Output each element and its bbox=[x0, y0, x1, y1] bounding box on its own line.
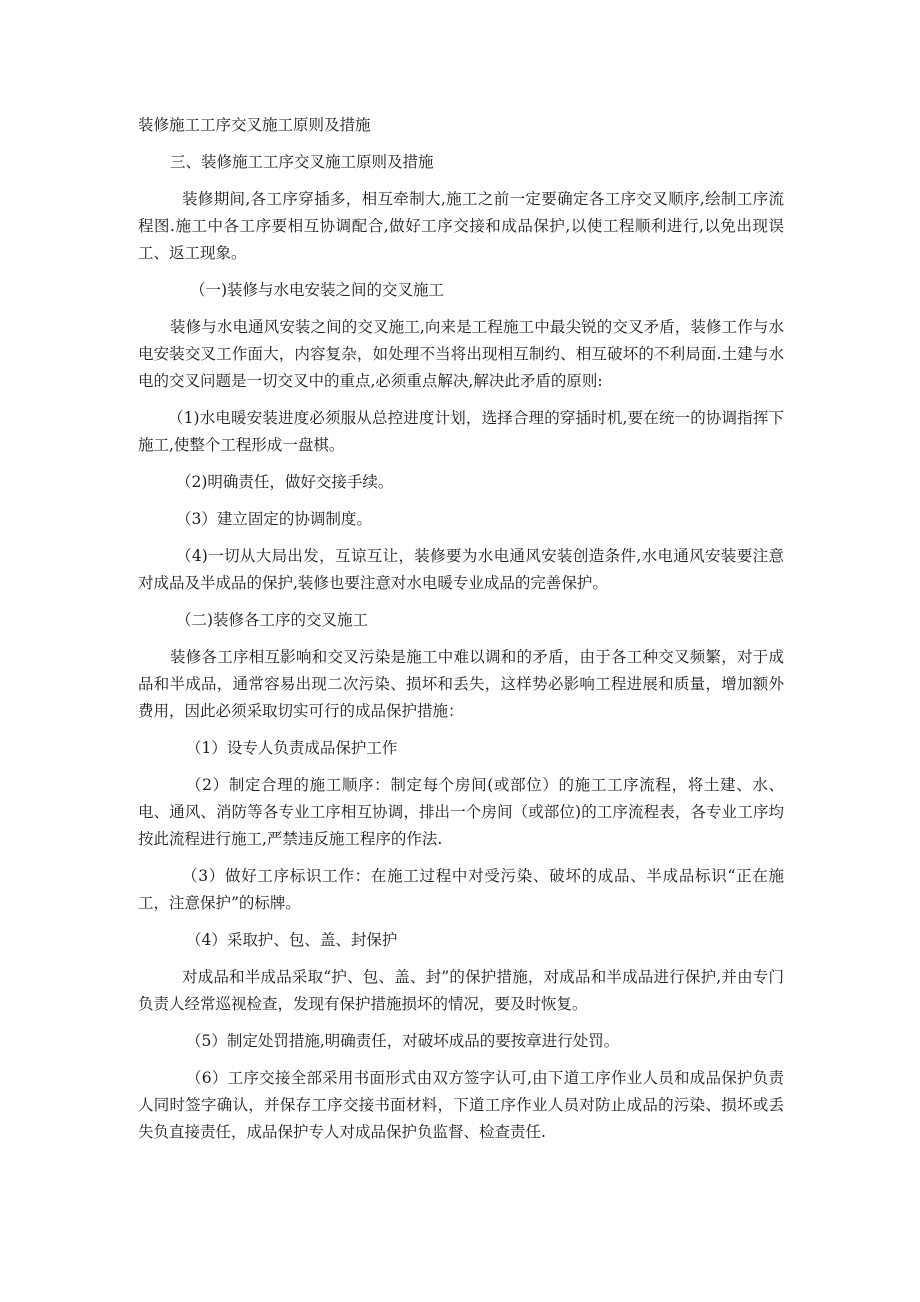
section1-item-1: （1)水电暖安装进度必须服从总控进度计划，选择合理的穿插时机,要在统一的协调指挥下施工,使整个工程形成一盘棋。 bbox=[138, 409, 784, 454]
section2-item-1: （1）设专人负责成品保护工作 bbox=[186, 739, 398, 757]
section1-item-4: （4)一切从大局出发，互谅互让，装修要为水电通风安装创造条件,水电通风安装要注意对成品及半成品的保护,装修也要注意对水电暖专业成品的完善保护。 bbox=[138, 547, 784, 592]
section1-heading: （一)装修与水电安装之间的交叉施工 bbox=[190, 281, 445, 299]
section1-item-2: （2)明确责任，做好交接手续。 bbox=[176, 473, 394, 491]
section2-body: 装修各工序相互影响和交叉污染是施工中难以调和的矛盾，由于各工种交叉频繁，对于成品和半成品，通常容易出现二次污染、损坏和丢失，这样势必影响工程进展和质量，增加额外费用，因此必须采取切实可行的成品保护措施： bbox=[138, 648, 784, 720]
section2-item-5: （5）制定处罚措施,明确责任，对破坏成品的要按章进行处罚。 bbox=[186, 1032, 620, 1050]
section2-item-6: （6）工序交接全部采用书面形式由双方签字认可,由下道工序作业人员和成品保护负责人同时签字确认，并保存工序交接书面材料，下道工序作业人员对防止成品的污染、损坏或丢失负直接责任，成品保护专人对成品保护负监督、检查责任. bbox=[138, 1069, 784, 1141]
section2-heading: （二)装修各工序的交叉施工 bbox=[176, 611, 369, 629]
section1-item-3: （3）建立固定的协调制度。 bbox=[176, 510, 372, 528]
intro-paragraph: 装修期间,各工序穿插多，相互牵制大,施工之前一定要确定各工序交叉顺序,绘制工序流程图.施工中各工序要相互协调配合,做好工序交接和成品保护,以使工程顺利进行,以免出现误工、返工现象。 bbox=[138, 190, 784, 262]
section2-item-3: （3）做好工序标识工作：在施工过程中对受污染、破坏的成品、半成品标识“正在施工，注意保护”的标牌。 bbox=[138, 867, 784, 912]
section2-item-2: （2）制定合理的施工顺序：制定每个房间(或部位）的施工工序流程，将土建、水、电、通风、消防等各专业工序相互协调，排出一个房间（或部位)的工序流程表，各专业工序均按此流程进行施工,严禁违反施工程序的作法. bbox=[138, 776, 784, 848]
section2-item-4: （4）采取护、包、盖、封保护 bbox=[186, 931, 398, 949]
document-page bbox=[138, 112, 784, 1156]
section1-body: 装修与水电通风安装之间的交叉施工,向来是工程施工中最尖锐的交叉矛盾，装修工作与水电安装交叉工作面大，内容复杂，如处理不当将出现相互制约、相互破坏的不利局面.土建与水电的交叉问题是一切交叉中的重点,必须重点解决,解决此矛盾的原则: bbox=[138, 318, 784, 390]
section2-item-4-body: 对成品和半成品采取“护、包、盖、封”的保护措施，对成品和半成品进行保护,并由专门负责人经常巡视检查，发现有保护措施损坏的情况，要及时恢复。 bbox=[138, 968, 784, 1013]
document-title: 装修施工工序交叉施工原则及措施 bbox=[138, 116, 371, 134]
section-heading-3: 三、装修施工工序交叉施工原则及措施 bbox=[170, 153, 434, 171]
